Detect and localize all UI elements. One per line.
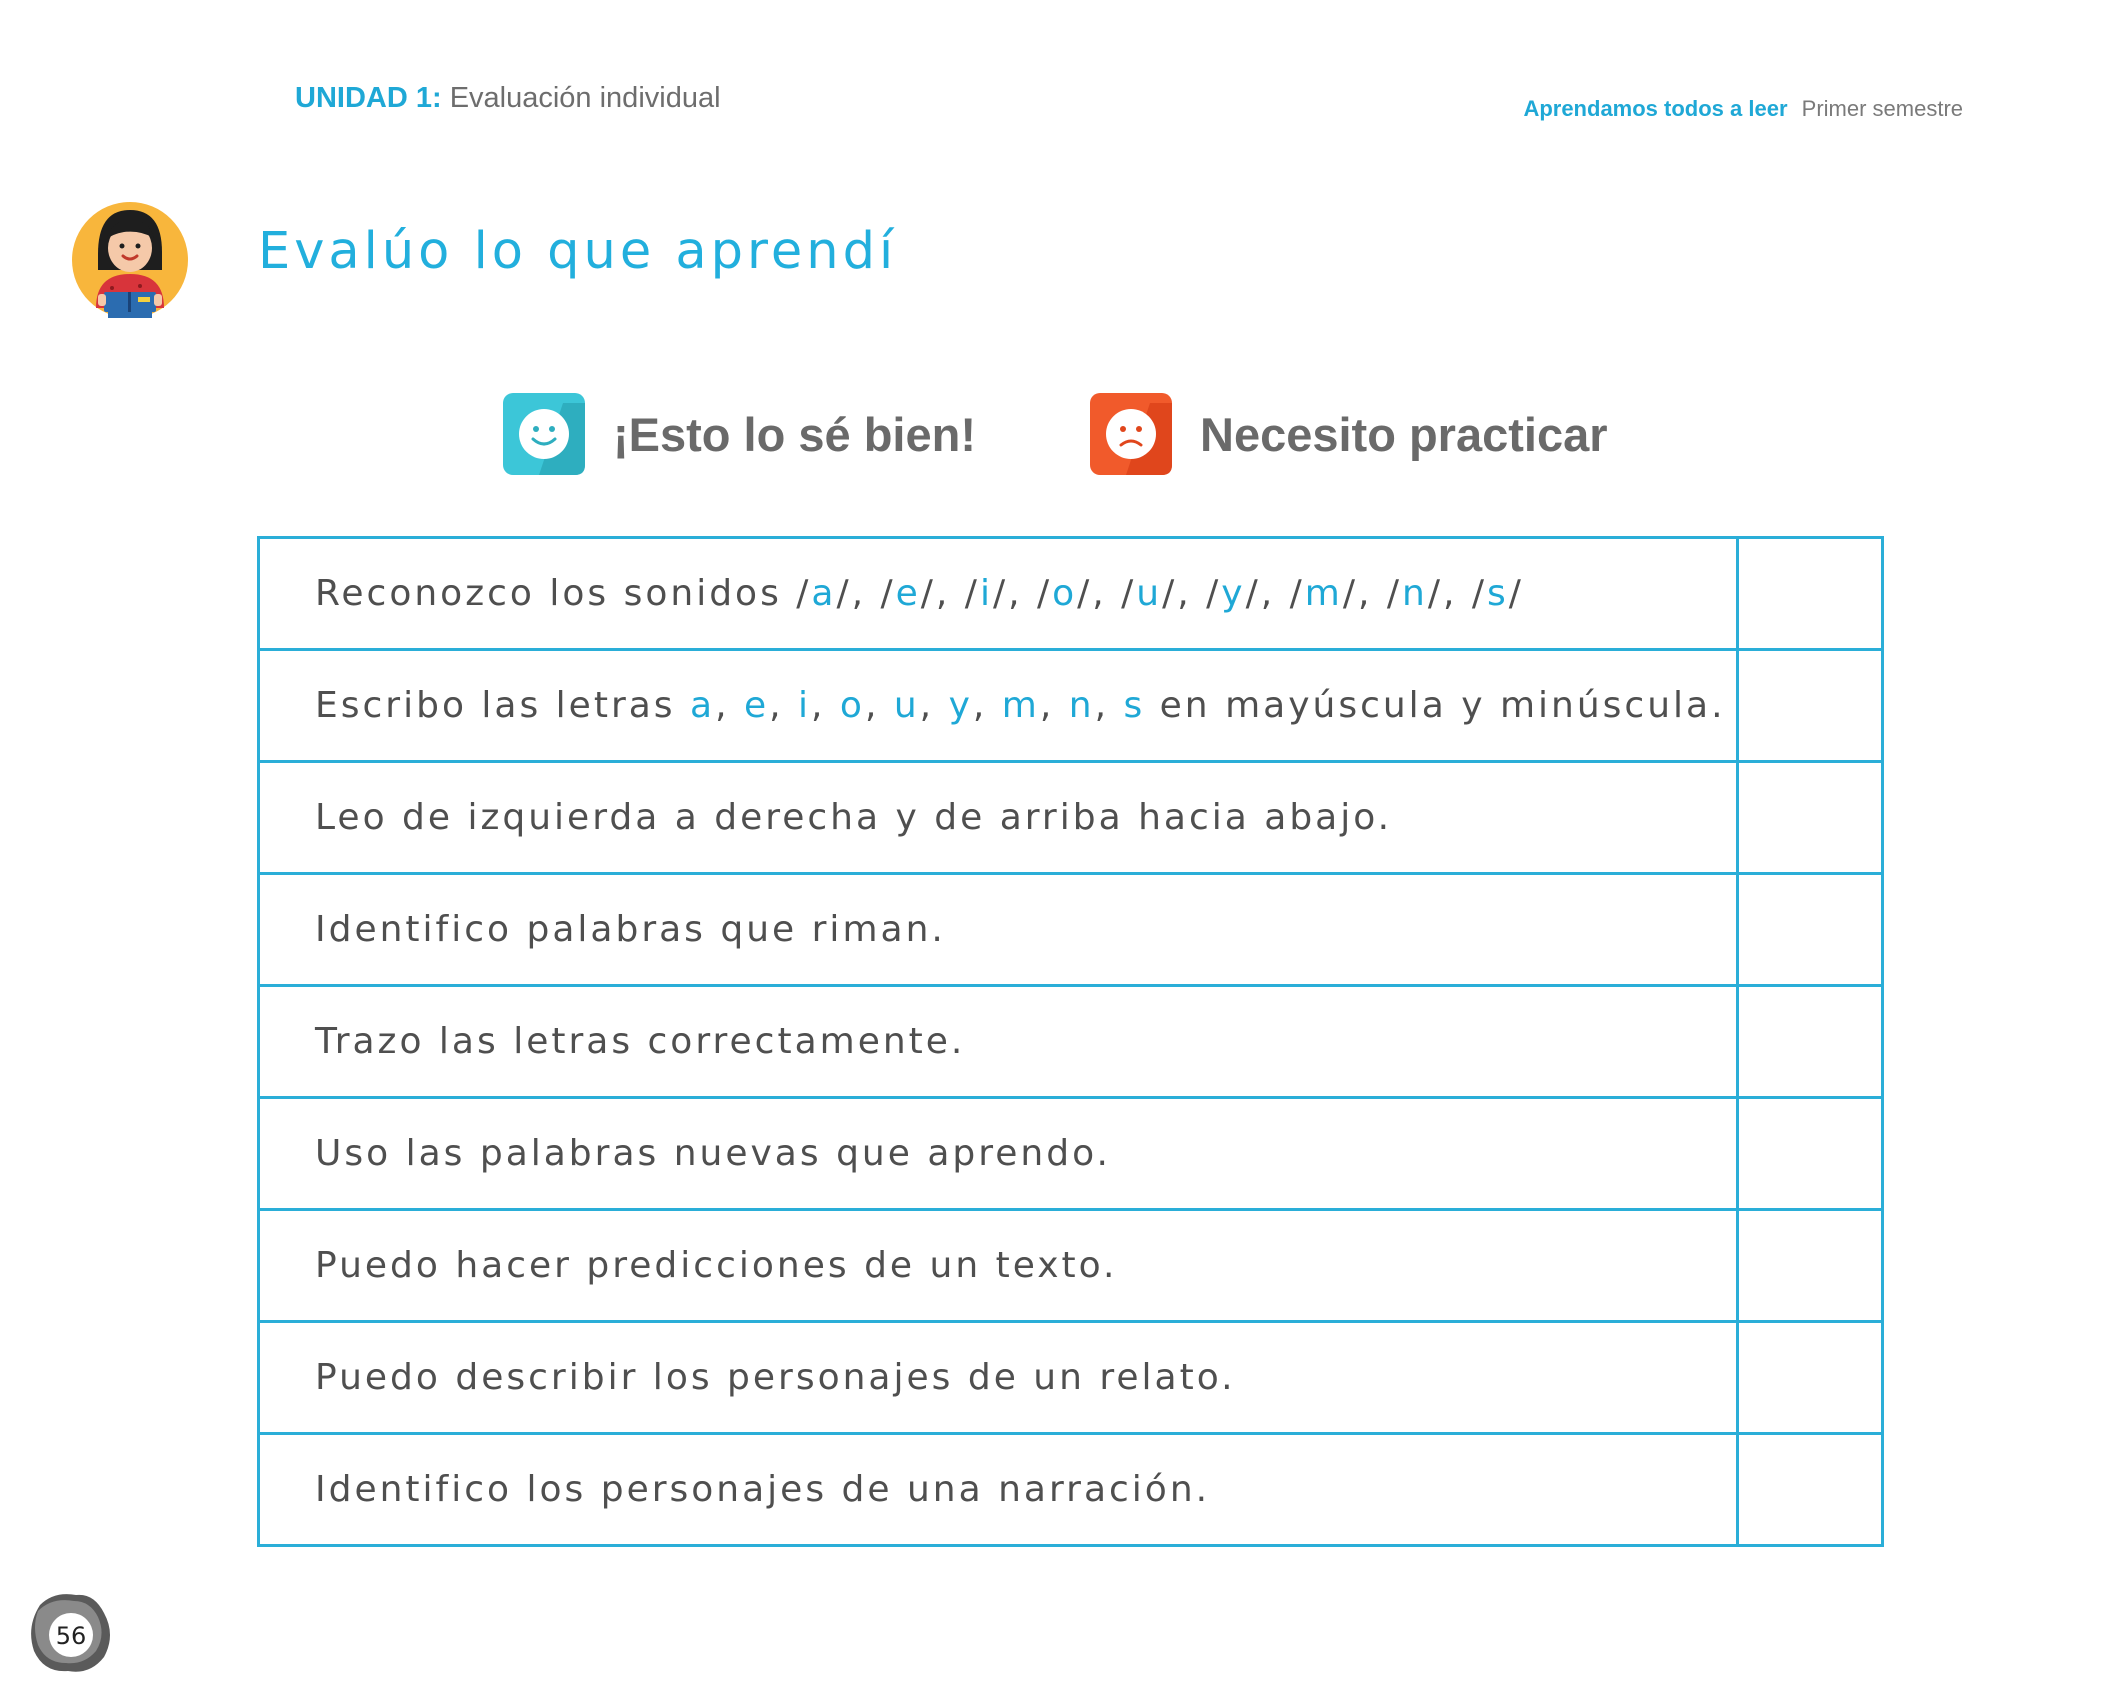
highlighted-letter: n bbox=[1068, 685, 1095, 726]
self-assessment-cell[interactable] bbox=[1738, 1210, 1883, 1322]
highlighted-letter: e bbox=[743, 685, 770, 726]
table-row bbox=[259, 1322, 1883, 1434]
highlighted-letter: i bbox=[798, 685, 812, 726]
self-evaluation-table bbox=[257, 536, 1884, 1547]
statement-text bbox=[259, 762, 1738, 874]
statement-segment: /, / bbox=[992, 573, 1053, 614]
statement-text bbox=[259, 1210, 1738, 1322]
statement-text bbox=[259, 538, 1738, 650]
statement-segment: , bbox=[715, 685, 744, 726]
highlighted-letter: n bbox=[1401, 573, 1428, 614]
self-assessment-cell[interactable] bbox=[1738, 1098, 1883, 1210]
sad-face-icon bbox=[1090, 393, 1172, 475]
book-header bbox=[1523, 96, 1963, 122]
statement-segment: Leo de izquierda a derecha y de arriba hacia abajo. bbox=[315, 797, 1393, 838]
statement-segment: /, / bbox=[836, 573, 896, 614]
statement-text bbox=[259, 874, 1738, 986]
highlighted-letter: s bbox=[1486, 573, 1509, 614]
page-number-badge bbox=[24, 1585, 116, 1677]
table-row bbox=[259, 538, 1883, 650]
statement-segment: Uso las palabras nuevas que aprendo. bbox=[315, 1133, 1111, 1174]
highlighted-letter: o bbox=[839, 685, 865, 726]
self-assessment-cell[interactable] bbox=[1738, 538, 1883, 650]
highlighted-letter: u bbox=[893, 685, 920, 726]
legend-bad-label: Necesito practicar bbox=[1200, 407, 1608, 461]
statement-segment: Puedo describir los personajes de un relato. bbox=[315, 1357, 1236, 1398]
happy-face-icon bbox=[503, 393, 585, 475]
statement-text bbox=[259, 1098, 1738, 1210]
section-title: Evalúo lo que aprendí bbox=[258, 222, 898, 281]
highlighted-letter: y bbox=[948, 685, 973, 726]
unit-label: UNIDAD 1: bbox=[295, 82, 442, 114]
legend-good bbox=[503, 393, 976, 475]
statement-text bbox=[259, 986, 1738, 1098]
self-assessment-cell[interactable] bbox=[1738, 874, 1883, 986]
table-row bbox=[259, 762, 1883, 874]
semester-label: Primer semestre bbox=[1801, 96, 1963, 121]
statement-segment: /, / bbox=[1245, 573, 1305, 614]
highlighted-letter: m bbox=[1001, 685, 1040, 726]
statement-segment: Reconozco los sonidos / bbox=[315, 573, 812, 614]
statement-segment: Identifico palabras que riman. bbox=[315, 909, 946, 950]
statement-segment: , bbox=[972, 685, 1002, 726]
statement-text bbox=[259, 1434, 1738, 1546]
statement-segment: , bbox=[864, 685, 894, 726]
highlighted-letter: a bbox=[811, 573, 837, 614]
unit-description: Evaluación individual bbox=[449, 82, 721, 114]
highlighted-letter: a bbox=[690, 685, 716, 726]
statement-segment: , bbox=[811, 685, 840, 726]
book-title: Aprendamos todos a leer bbox=[1523, 96, 1788, 121]
statement-segment: /, / bbox=[920, 573, 980, 614]
highlighted-letter: u bbox=[1136, 573, 1163, 614]
statement-segment: Identifico los personajes de una narración. bbox=[315, 1469, 1211, 1510]
unit-header bbox=[295, 82, 721, 115]
highlighted-letter: y bbox=[1221, 573, 1246, 614]
statement-segment: , bbox=[1094, 685, 1124, 726]
self-assessment-cell[interactable] bbox=[1738, 1434, 1883, 1546]
highlighted-letter: m bbox=[1304, 573, 1343, 614]
table-row bbox=[259, 1098, 1883, 1210]
statement-segment: Puedo hacer predicciones de un texto. bbox=[315, 1245, 1118, 1286]
statement-segment: /, / bbox=[1342, 573, 1402, 614]
table-row bbox=[259, 1210, 1883, 1322]
statement-segment: /, / bbox=[1427, 573, 1487, 614]
table-row bbox=[259, 1434, 1883, 1546]
statement-segment: , bbox=[769, 685, 799, 726]
highlighted-letter: s bbox=[1123, 685, 1146, 726]
statement-segment: Trazo las letras correctamente. bbox=[315, 1021, 966, 1062]
table-row bbox=[259, 650, 1883, 762]
statement-segment: , bbox=[919, 685, 949, 726]
table-row bbox=[259, 986, 1883, 1098]
legend-good-label: ¡Esto lo sé bien! bbox=[613, 407, 976, 461]
self-assessment-cell[interactable] bbox=[1738, 986, 1883, 1098]
page-number: 56 bbox=[55, 1622, 87, 1650]
self-assessment-cell[interactable] bbox=[1738, 1322, 1883, 1434]
self-assessment-cell[interactable] bbox=[1738, 762, 1883, 874]
statement-segment: Escribo las letras bbox=[315, 685, 691, 726]
statement-segment: /, / bbox=[1162, 573, 1222, 614]
highlighted-letter: e bbox=[895, 573, 921, 614]
table-row bbox=[259, 874, 1883, 986]
statement-segment: / bbox=[1508, 573, 1524, 614]
highlighted-letter: i bbox=[979, 573, 993, 614]
statement-segment: /, / bbox=[1077, 573, 1137, 614]
highlighted-letter: o bbox=[1052, 573, 1078, 614]
girl-reading-avatar-icon bbox=[68, 190, 192, 322]
statement-segment: en mayúscula y minúscula. bbox=[1145, 685, 1726, 726]
statement-segment: , bbox=[1039, 685, 1069, 726]
legend-bad bbox=[1090, 393, 1608, 475]
self-assessment-cell[interactable] bbox=[1738, 650, 1883, 762]
statement-text bbox=[259, 1322, 1738, 1434]
statement-text bbox=[259, 650, 1738, 762]
